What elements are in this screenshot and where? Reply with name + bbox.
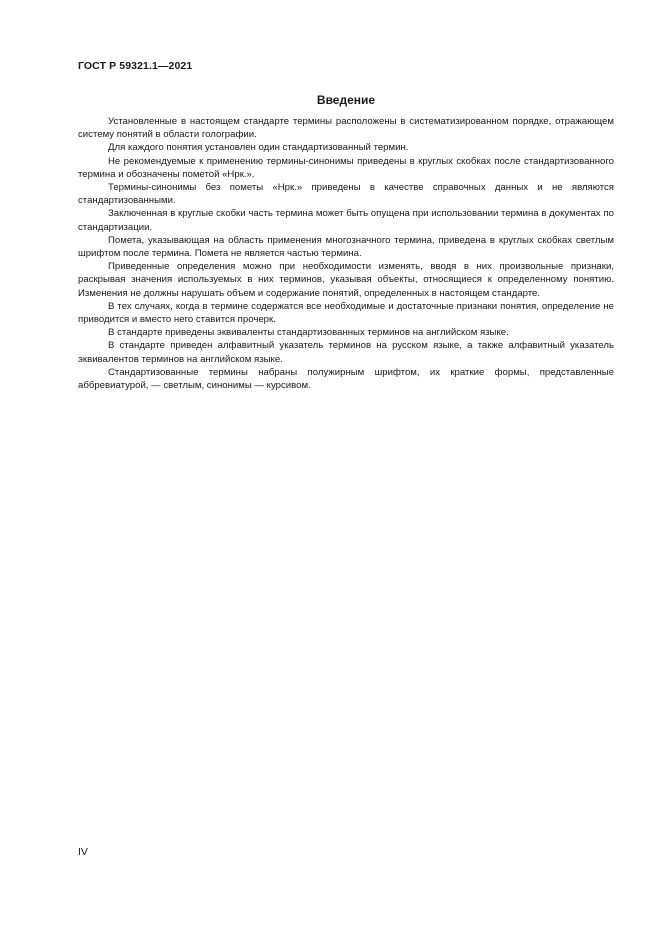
introduction-body <box>78 115 614 392</box>
paragraph: Термины-синонимы без пометы «Нрк.» приведены в качестве справочных данных и не являются стандартизованными. <box>78 182 614 207</box>
paragraph: Приведенные определения можно при необходимости изменять, вводя в них произвольные признаки, раскрывая значения используемых в них терминов, указывая объекты, относящиеся к определенному понятию. Изменения не должны нарушать объем и содержание понятий, определенных в настоящем стандарте. <box>78 261 614 299</box>
paragraph: Не рекомендуемые к применению термины-синонимы приведены в круглых скобках после стандартизованного термина и обозначены пометой «Нрк.». <box>78 155 614 180</box>
standard-id: ГОСТ Р 59321.1—2021 <box>78 60 193 72</box>
section-title: Введение <box>316 93 376 107</box>
paragraph: Для каждого понятия установлен один стандартизованный термин. <box>108 142 409 154</box>
paragraph: В стандарте приведен алфавитный указатель терминов на русском языке, а также алфавитный указатель эквивалентов терминов на английском языке. <box>78 340 614 365</box>
paragraph: Установленные в настоящем стандарте термины расположены в систематизированном порядке, отражающем систему понятий в области голографии. <box>78 116 614 141</box>
paragraph: Стандартизованные термины набраны полужирным шрифтом, их краткие формы, представленные аббревиатурой, — светлым, синонимы — курсивом. <box>78 366 614 392</box>
paragraph: Заключенная в круглые скобки часть термина может быть опущена при использовании термина в документах по стандартизации. <box>78 208 614 233</box>
paragraph: В стандарте приведены эквиваленты стандартизованных терминов на английском языке. <box>108 327 509 339</box>
page-number: IV <box>78 846 88 858</box>
paragraph: Помета, указывающая на область применения многозначного термина, приведена в круглых скобках светлым шрифтом после термина. Помета не является частью термина. <box>78 234 614 260</box>
paragraph: В тех случаях, когда в термине содержатся все необходимые и достаточные признаки понятия, определение не приводится и вместо него ставится прочерк. <box>78 300 614 326</box>
